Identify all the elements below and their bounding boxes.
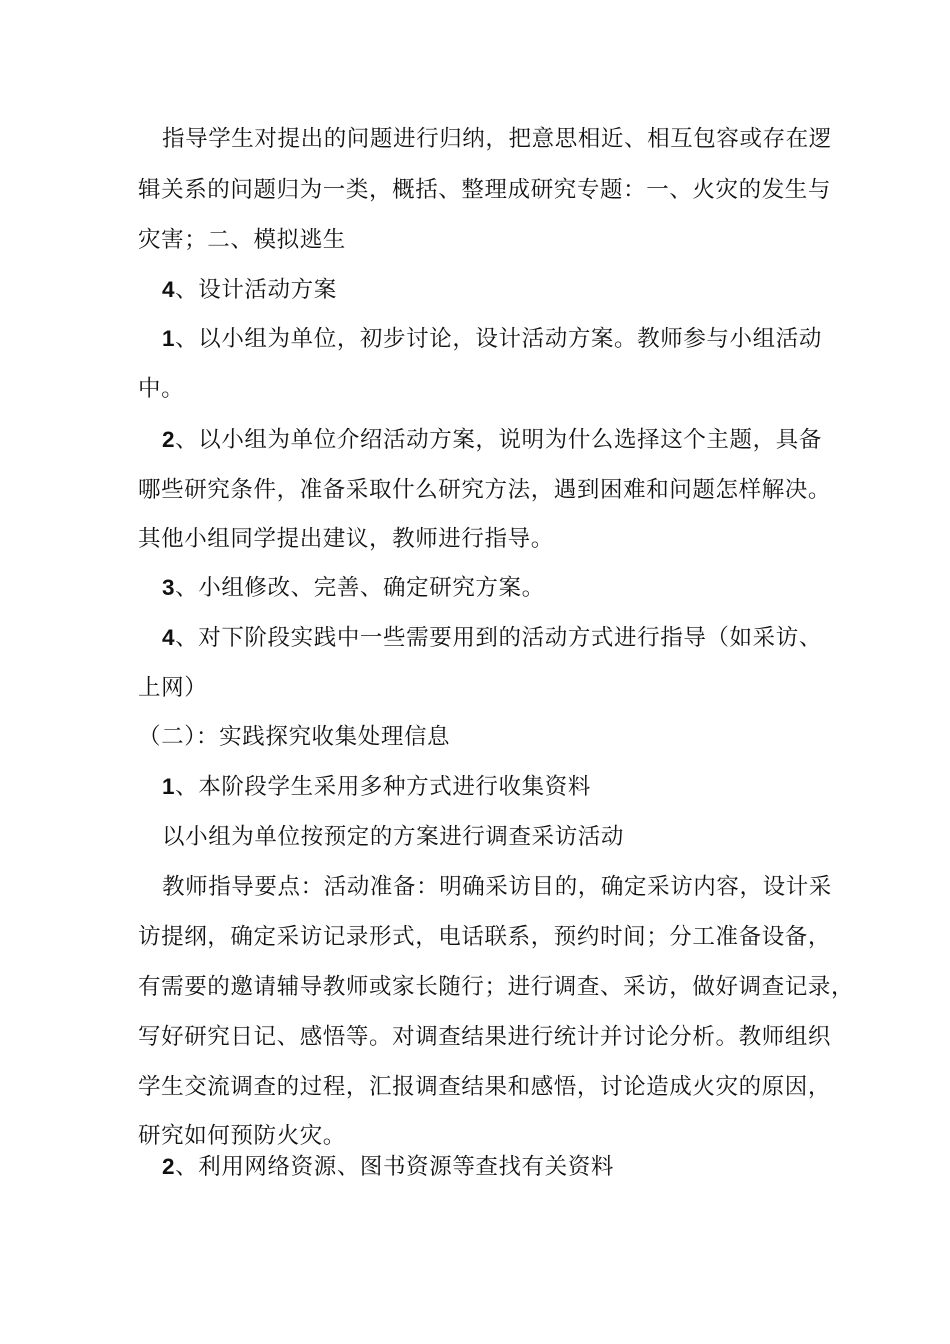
paragraph-line: 指导学生对提出的问题进行归纳，把意思相近、相互包容或存在逻 <box>162 126 832 152</box>
item-number: 2 <box>162 1154 176 1179</box>
section-heading: （二）：实践探究收集处理信息 <box>138 724 451 750</box>
paragraph-line: 其他小组同学提出建议，教师进行指导。 <box>138 526 554 552</box>
item-number: 4 <box>162 277 176 302</box>
item-number: 2 <box>162 427 176 452</box>
list-item <box>162 324 822 354</box>
paragraph-line: 访提纲，确定采访记录形式，电话联系，预约时间；分工准备设备， <box>138 924 832 950</box>
item-text: 、小组修改、完善、确定研究方案。 <box>175 575 545 601</box>
paragraph-line: 灾害；二、模拟逃生 <box>138 227 346 253</box>
list-item <box>162 425 822 455</box>
paragraph-line: 中。 <box>138 376 185 402</box>
item-text: 、对下阶段实践中一些需要用到的活动方式进行指导（如采访、 <box>175 625 822 651</box>
paragraph-line: 写好研究日记、感悟等。对调查结果进行统计并讨论分析。教师组织 <box>138 1024 832 1050</box>
item-text: 、设计活动方案 <box>175 277 337 303</box>
list-item <box>162 772 591 802</box>
paragraph-line: 研究如何预防火灾。 <box>138 1123 346 1149</box>
item-number: 1 <box>162 774 176 799</box>
item-text: 、利用网络资源、图书资源等查找有关资料 <box>175 1154 615 1180</box>
item-text: 、以小组为单位，初步讨论，设计活动方案。教师参与小组活动 <box>175 326 822 352</box>
section-heading <box>162 275 337 305</box>
paragraph-line: 哪些研究条件，准备采取什么研究方法，遇到困难和问题怎样解决。 <box>138 477 832 503</box>
paragraph-line: 以小组为单位按预定的方案进行调查采访活动 <box>162 824 625 850</box>
list-item <box>162 573 545 603</box>
item-number: 1 <box>162 326 176 351</box>
paragraph-line: 上网） <box>138 675 208 701</box>
list-item <box>162 1152 614 1182</box>
item-number: 4 <box>162 625 176 650</box>
paragraph-line: 辑关系的问题归为一类，概括、整理成研究专题：一、火灾的发生与 <box>138 177 832 203</box>
list-item <box>162 623 822 653</box>
paragraph-line: 学生交流调查的过程，汇报调查结果和感悟，讨论造成火灾的原因， <box>138 1074 832 1100</box>
paragraph-line: 有需要的邀请辅导教师或家长随行；进行调查、采访，做好调查记录， <box>138 974 855 1000</box>
item-number: 3 <box>162 575 176 600</box>
paragraph-line: 教师指导要点：活动准备：明确采访目的，确定采访内容，设计采 <box>162 874 832 900</box>
item-text: 、本阶段学生采用多种方式进行收集资料 <box>175 774 591 800</box>
item-text: 、以小组为单位介绍活动方案，说明为什么选择这个主题，具备 <box>175 427 822 453</box>
